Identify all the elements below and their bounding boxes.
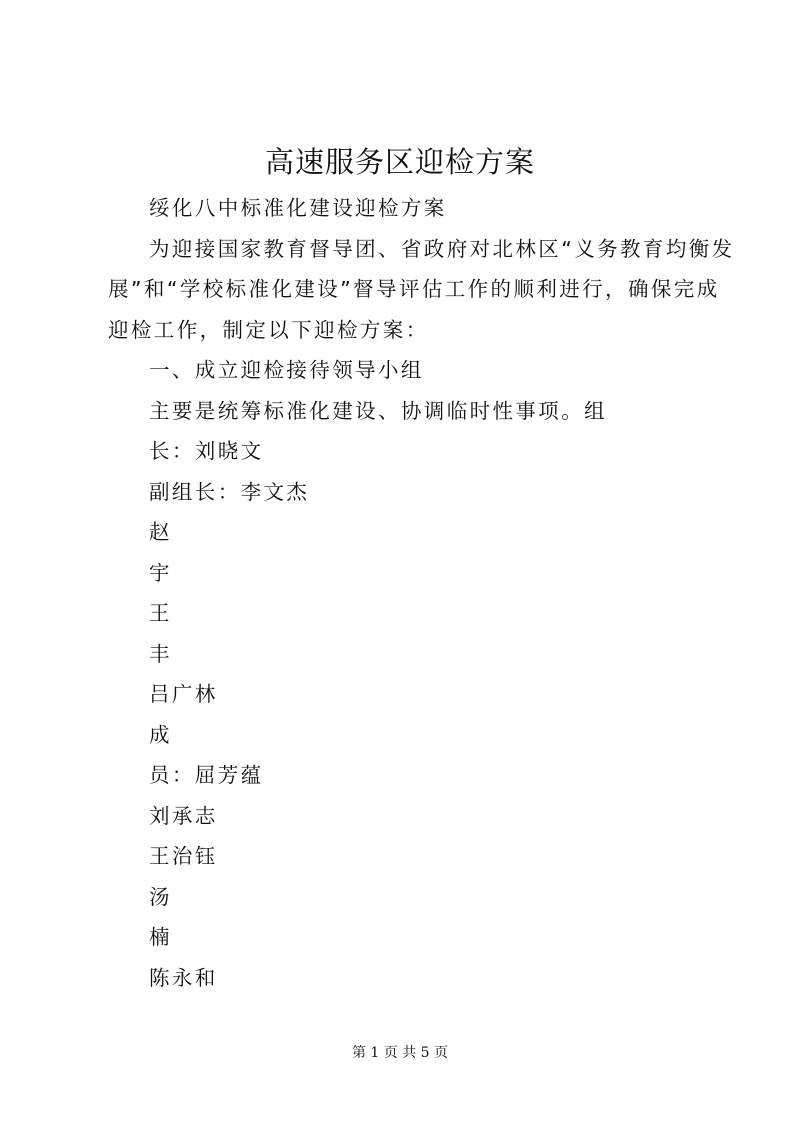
member-name: 丰	[149, 641, 172, 666]
member-name: 宇	[149, 560, 172, 585]
body-line: 成	[149, 722, 172, 747]
member-name: 王治钰	[149, 844, 218, 868]
member-name: 刘承志	[149, 803, 218, 828]
member-name: 赵	[149, 520, 172, 544]
member-name: 楠	[149, 925, 172, 949]
member-name: 陈永和	[149, 965, 218, 990]
body-line: 主要是统筹标准化建设、协调临时性事项。组	[149, 398, 607, 423]
member-name: 吕广林	[149, 682, 218, 706]
body-line: 迎检工作，制定以下迎检方案：	[108, 317, 429, 342]
body-line: 长：刘晓文	[149, 439, 264, 463]
body-line: 展”和“学校标准化建设”督导评估工作的顺利进行，确保完成	[108, 277, 720, 301]
member-name: 王	[149, 601, 172, 625]
page-footer: 第 1 页 共 5 页	[351, 1045, 449, 1061]
body-line: 绥化八中标准化建设迎检方案	[149, 196, 447, 220]
section-heading: 一、成立迎检接待领导小组	[149, 358, 424, 382]
body-line: 为迎接国家教育督导团、省政府对北林区“义务教育均衡发	[149, 236, 735, 261]
member-name: 汤	[149, 884, 172, 909]
document-title: 高速服务区迎检方案	[264, 145, 535, 179]
document-body	[108, 188, 735, 998]
body-line: 副组长：李文杰	[149, 479, 310, 504]
body-line: 员：屈芳蕴	[149, 763, 264, 787]
